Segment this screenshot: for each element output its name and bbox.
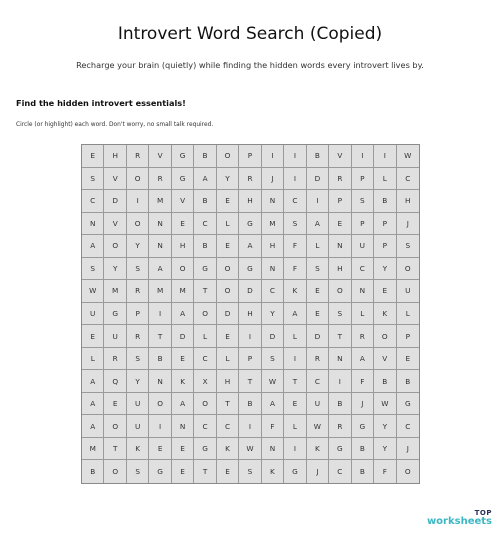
grid-cell[interactable]: O [104,460,126,483]
grid-cell[interactable]: B [352,460,374,483]
grid-cell[interactable]: E [217,190,239,213]
grid-cell[interactable]: G [352,415,374,438]
grid-cell[interactable]: Y [217,168,239,191]
grid-cell[interactable]: T [217,393,239,416]
grid-cell[interactable]: F [284,235,306,258]
grid-cell[interactable]: W [374,393,396,416]
word-search-grid [81,144,420,484]
grid-cell[interactable]: A [352,348,374,371]
grid-cell[interactable]: N [149,213,171,236]
grid-cell[interactable]: L [82,348,104,371]
grid-cell[interactable]: G [149,460,171,483]
grid-cell[interactable]: C [194,213,216,236]
grid-cell[interactable]: N [262,258,284,281]
grid-cell[interactable]: A [149,258,171,281]
grid-cell[interactable]: E [104,393,126,416]
grid-cell[interactable]: E [374,280,396,303]
grid-cell[interactable]: M [149,280,171,303]
grid-cell[interactable]: H [329,258,351,281]
grid-cell[interactable]: K [374,303,396,326]
grid-cell[interactable]: A [82,235,104,258]
instructions-text: Circle (or highlight) each word. Don't worry, no small talk required. [16,122,214,128]
grid-cell[interactable]: V [104,168,126,191]
grid-cell[interactable]: E [82,325,104,348]
grid-cell[interactable]: P [374,235,396,258]
grid-cell[interactable]: O [397,258,419,281]
grid-cell[interactable]: U [397,280,419,303]
grid-cell[interactable]: H [239,303,261,326]
grid-cell[interactable]: Y [127,235,149,258]
grid-cell[interactable]: I [284,348,306,371]
grid-cell[interactable]: G [397,393,419,416]
grid-cell[interactable]: A [262,393,284,416]
grid-cell[interactable]: S [82,168,104,191]
grid-cell[interactable]: G [172,168,194,191]
grid-cell[interactable]: O [172,258,194,281]
grid-cell[interactable]: Y [262,303,284,326]
grid-cell[interactable]: C [352,258,374,281]
grid-cell[interactable]: K [307,438,329,461]
grid-cell[interactable]: H [217,370,239,393]
grid-cell[interactable]: L [352,303,374,326]
grid-cell[interactable]: O [217,145,239,168]
grid-cell[interactable]: O [127,168,149,191]
grid-cell[interactable]: O [374,325,396,348]
logo-top-text: TOP [474,509,492,517]
grid-cell[interactable]: I [239,325,261,348]
grid-cell[interactable]: R [149,168,171,191]
grid-cell[interactable]: W [262,370,284,393]
grid-cell[interactable]: M [82,438,104,461]
grid-cell[interactable]: T [239,370,261,393]
grid-cell[interactable]: F [352,370,374,393]
grid-cell[interactable]: B [329,393,351,416]
grid-cell[interactable]: B [397,370,419,393]
grid-cell[interactable]: S [127,348,149,371]
grid-cell[interactable]: K [172,370,194,393]
grid-cell[interactable]: X [194,370,216,393]
grid-cell[interactable]: I [307,190,329,213]
grid-cell[interactable]: F [284,258,306,281]
page-title: Introvert Word Search (Copied) [117,24,383,44]
grid-cell[interactable]: U [127,393,149,416]
grid-cell[interactable]: K [127,438,149,461]
grid-cell[interactable]: P [352,213,374,236]
grid-cell[interactable]: I [329,370,351,393]
grid-cell[interactable]: C [194,415,216,438]
grid-cell[interactable]: G [104,303,126,326]
grid-cell[interactable]: I [284,168,306,191]
grid-cell[interactable]: S [127,258,149,281]
grid-cell[interactable]: D [217,303,239,326]
grid-cell[interactable]: A [82,415,104,438]
grid-cell[interactable]: A [194,168,216,191]
grid-cell[interactable]: P [239,145,261,168]
grid-cell[interactable]: M [172,280,194,303]
grid-cell[interactable]: V [374,348,396,371]
grid-cell[interactable]: E [397,348,419,371]
grid-cell[interactable]: O [104,415,126,438]
grid-cell[interactable]: O [127,213,149,236]
grid-cell[interactable]: T [194,460,216,483]
grid-cell[interactable]: O [194,393,216,416]
grid-cell[interactable]: E [307,280,329,303]
top-worksheets-logo [427,510,492,527]
grid-cell[interactable]: T [284,370,306,393]
grid-cell[interactable]: O [217,258,239,281]
grid-cell[interactable]: D [172,325,194,348]
grid-cell[interactable]: U [127,415,149,438]
grid-cell[interactable]: U [352,235,374,258]
grid-cell[interactable]: S [239,460,261,483]
grid-cell[interactable]: N [262,190,284,213]
grid-cell[interactable]: B [352,438,374,461]
grid-cell[interactable]: Y [374,415,396,438]
grid-cell[interactable]: C [194,348,216,371]
grid-cell[interactable]: L [374,168,396,191]
grid-cell[interactable]: P [239,348,261,371]
grid-cell[interactable]: S [262,348,284,371]
grid-cell[interactable]: E [284,393,306,416]
grid-cell[interactable]: E [172,438,194,461]
grid-cell[interactable]: C [284,190,306,213]
grid-cell[interactable]: E [217,460,239,483]
grid-cell[interactable]: A [172,303,194,326]
grid-cell[interactable]: R [239,168,261,191]
grid-cell[interactable]: T [194,280,216,303]
grid-cell[interactable]: V [104,213,126,236]
grid-cell[interactable]: B [194,235,216,258]
grid-cell[interactable]: H [397,190,419,213]
grid-cell[interactable]: R [352,325,374,348]
grid-cell[interactable]: J [307,460,329,483]
logo-bottom-text: worksheets [426,516,492,527]
grid-cell[interactable]: S [82,258,104,281]
grid-cell[interactable]: N [82,213,104,236]
grid-cell[interactable]: B [307,145,329,168]
grid-cell[interactable]: S [307,258,329,281]
grid-cell[interactable]: G [239,213,261,236]
grid-cell[interactable]: V [329,145,351,168]
grid-cell[interactable]: V [149,145,171,168]
grid-cell[interactable]: D [104,190,126,213]
grid-cell[interactable]: C [82,190,104,213]
grid-cell[interactable]: Q [104,370,126,393]
grid-cell[interactable]: L [284,325,306,348]
grid-cell[interactable]: H [172,235,194,258]
grid-cell[interactable]: W [239,438,261,461]
grid-cell[interactable]: R [104,348,126,371]
grid-cell[interactable]: R [329,168,351,191]
grid-cell[interactable]: A [172,393,194,416]
grid-cell[interactable]: P [374,213,396,236]
grid-cell[interactable]: L [397,303,419,326]
grid-cell[interactable]: L [284,415,306,438]
grid-cell[interactable]: G [194,258,216,281]
grid-cell[interactable]: C [217,415,239,438]
grid-cell[interactable]: U [82,303,104,326]
grid-cell[interactable]: Y [374,438,396,461]
grid-cell[interactable]: S [329,303,351,326]
page-subtitle: Recharge your brain (quietly) while finding the hidden words every introvert lives by. [76,60,424,70]
grid-cell[interactable]: O [329,280,351,303]
grid-cell[interactable]: I [352,145,374,168]
grid-cell[interactable]: R [127,280,149,303]
grid-cell[interactable]: U [307,393,329,416]
grid-cell[interactable]: N [172,415,194,438]
grid-cell[interactable]: O [104,235,126,258]
grid-cell[interactable]: B [374,370,396,393]
grid-cell[interactable]: E [172,460,194,483]
grid-cell[interactable]: C [262,280,284,303]
grid-cell[interactable]: F [262,415,284,438]
grid-cell[interactable]: B [194,190,216,213]
grid-cell[interactable]: L [194,325,216,348]
grid-cell[interactable]: I [284,438,306,461]
grid-cell[interactable]: H [239,190,261,213]
grid-cell[interactable]: I [149,303,171,326]
grid-cell[interactable]: A [307,213,329,236]
grid-cell[interactable]: T [329,325,351,348]
grid-cell[interactable]: D [262,325,284,348]
grid-cell[interactable]: P [397,325,419,348]
grid-cell[interactable]: W [307,415,329,438]
grid-cell[interactable]: I [284,145,306,168]
grid-cell[interactable]: R [127,325,149,348]
grid-cell[interactable]: P [352,168,374,191]
grid-cell[interactable]: N [149,235,171,258]
grid-cell[interactable]: K [284,280,306,303]
grid-cell[interactable]: I [239,415,261,438]
grid-cell[interactable]: A [82,393,104,416]
grid-cell[interactable]: L [217,213,239,236]
grid-cell[interactable]: H [104,145,126,168]
grid-cell[interactable]: R [127,145,149,168]
grid-cell[interactable]: M [104,280,126,303]
grid-cell[interactable]: N [329,348,351,371]
grid-cell[interactable]: M [262,213,284,236]
grid-cell[interactable]: N [262,438,284,461]
grid-cell[interactable]: G [194,438,216,461]
grid-cell[interactable]: J [352,393,374,416]
grid-cell[interactable]: G [329,438,351,461]
grid-cell[interactable]: Y [104,258,126,281]
section-heading: Find the hidden introvert essentials! [16,98,186,108]
grid-cell[interactable]: D [239,280,261,303]
grid-cell[interactable]: S [352,190,374,213]
grid-cell[interactable]: I [149,415,171,438]
grid-cell[interactable]: A [284,303,306,326]
grid-cell[interactable]: B [374,190,396,213]
grid-cell[interactable]: O [194,303,216,326]
grid-cell[interactable]: K [262,460,284,483]
grid-cell[interactable]: E [172,213,194,236]
grid-cell[interactable]: V [172,190,194,213]
grid-cell[interactable]: W [82,280,104,303]
grid-cell[interactable]: S [397,235,419,258]
grid-cell[interactable]: E [82,145,104,168]
grid-cell[interactable]: N [329,235,351,258]
grid-cell[interactable]: E [172,348,194,371]
grid-cell[interactable]: B [239,393,261,416]
grid-cell[interactable]: G [284,460,306,483]
grid-cell[interactable]: I [374,145,396,168]
grid-cell[interactable]: B [194,145,216,168]
grid-cell[interactable]: U [104,325,126,348]
grid-cell[interactable]: T [104,438,126,461]
grid-cell[interactable]: I [127,190,149,213]
grid-cell[interactable]: J [262,168,284,191]
grid-cell[interactable]: C [397,168,419,191]
grid-cell[interactable]: C [397,415,419,438]
grid-cell[interactable]: E [329,213,351,236]
grid-cell[interactable]: C [329,460,351,483]
grid-cell[interactable]: J [397,213,419,236]
grid-cell[interactable]: W [397,145,419,168]
grid-cell[interactable]: O [149,393,171,416]
grid-cell[interactable]: K [217,438,239,461]
grid-cell[interactable]: B [82,460,104,483]
grid-cell[interactable]: E [149,438,171,461]
grid-cell[interactable]: F [374,460,396,483]
grid-cell[interactable]: S [127,460,149,483]
grid-cell[interactable]: D [307,325,329,348]
grid-cell[interactable]: H [262,235,284,258]
grid-cell[interactable]: R [307,348,329,371]
grid-cell[interactable]: D [307,168,329,191]
grid-cell[interactable]: O [217,280,239,303]
grid-cell[interactable]: E [217,325,239,348]
grid-cell[interactable]: P [329,190,351,213]
grid-cell[interactable]: L [217,348,239,371]
grid-cell[interactable]: E [307,303,329,326]
grid-cell[interactable]: E [217,235,239,258]
grid-cell[interactable]: I [262,145,284,168]
grid-cell[interactable]: P [127,303,149,326]
grid-cell[interactable]: R [329,415,351,438]
grid-cell[interactable]: O [404,467,411,477]
grid-cell[interactable]: N [149,370,171,393]
grid-cell[interactable]: T [149,325,171,348]
grid-cell[interactable]: A [239,235,261,258]
grid-cell[interactable]: L [307,235,329,258]
grid-cell[interactable]: S [284,213,306,236]
grid-cell[interactable]: C [307,370,329,393]
grid-cell[interactable]: A [82,370,104,393]
grid-cell[interactable]: G [239,258,261,281]
grid-cell[interactable]: M [149,190,171,213]
grid-cell[interactable]: Y [127,370,149,393]
grid-cell[interactable]: B [149,348,171,371]
grid-cell[interactable]: N [352,280,374,303]
grid-cell[interactable]: Y [374,258,396,281]
grid-cell[interactable]: G [172,145,194,168]
grid-cell[interactable]: J [397,438,419,461]
